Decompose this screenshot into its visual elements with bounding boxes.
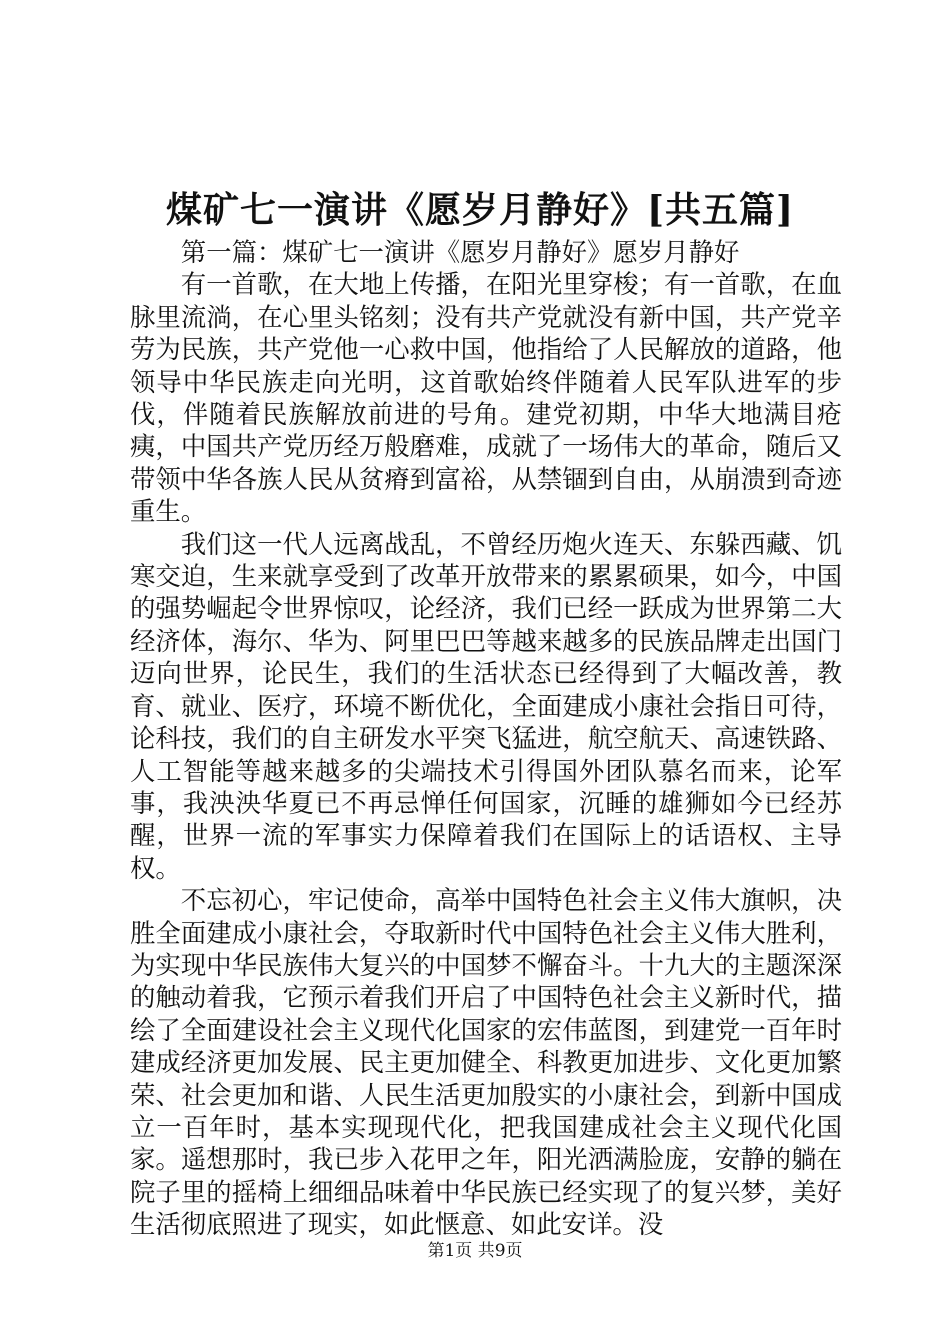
document-body — [130, 236, 842, 1241]
body-paragraph-2: 我们这一代人远离战乱，不曾经历炮火连天、东躲西藏、饥寒交迫，生来就享受到了改革开放带来的累累硕果，如今，中国的强势崛起令世界惊叹，论经济，我们已经一跃成为世界第二大经济体，海尔、华为、阿里巴巴等越来越多的民族品牌走出国门迈向世界，论民生，我们的生活状态已经得到了大幅改善，教育、就业、医疗，环境不断优化，全面建成小康社会指日可待，论科技，我们的自主研发水平突飞猛进，航空航天、高速铁路、人工智能等越来越多的尖端技术引得国外团队慕名而来，论军事，我泱泱华夏已不再忌惮任何国家，沉睡的雄狮如今已经苏醒，世界一流的军事实力保障着我们在国际上的话语权、主导权。 — [130, 528, 842, 883]
document-title: 煤矿七一演讲《愿岁月静好》[共五篇] — [165, 189, 795, 231]
section-subheading: 第一篇：煤矿七一演讲《愿岁月静好》愿岁月静好 — [180, 237, 740, 267]
body-paragraph-3: 不忘初心，牢记使命，高举中国特色社会主义伟大旗帜，决胜全面建成小康社会，夺取新时代中国特色社会主义伟大胜利，为实现中华民族伟大复兴的中国梦不懈奋斗。十九大的主题深深的触动着我，它预示着我们开启了中国特色社会主义新时代，描绘了全面建设社会主义现代化国家的宏伟蓝图，到建党一百年时建成经济更加发展、民主更加健全、科教更加进步、文化更加繁荣、社会更加和谐、人民生活更加殷实的小康社会，到新中国成立一百年时，基本实现现代化，把我国建成社会主义现代化国家。遥想那时，我已步入花甲之年，阳光洒满脸庞，安静的躺在院子里的摇椅上细细品味着中华民族已经实现了的复兴梦，美好生活彻底照进了现实，如此惬意、如此安详。没 — [130, 885, 842, 1240]
page-footer: 第1页 共9页 — [427, 1241, 523, 1261]
body-paragraph-1: 有一首歌，在大地上传播，在阳光里穿梭；有一首歌，在血脉里流淌，在心里头铭刻；没有共产党就没有新中国，共产党辛劳为民族，共产党他一心救中国，他指给了人民解放的道路，他领导中华民族走向光明，这首歌始终伴随着人民军队进军的步伐，伴随着民族解放前进的号角。建党初期，中华大地满目疮痍，中国共产党历经万般磨难，成就了一场伟大的革命，随后又带领中华各族人民从贫瘠到富裕，从禁锢到自由，从崩溃到奇迹重生。 — [130, 269, 842, 527]
